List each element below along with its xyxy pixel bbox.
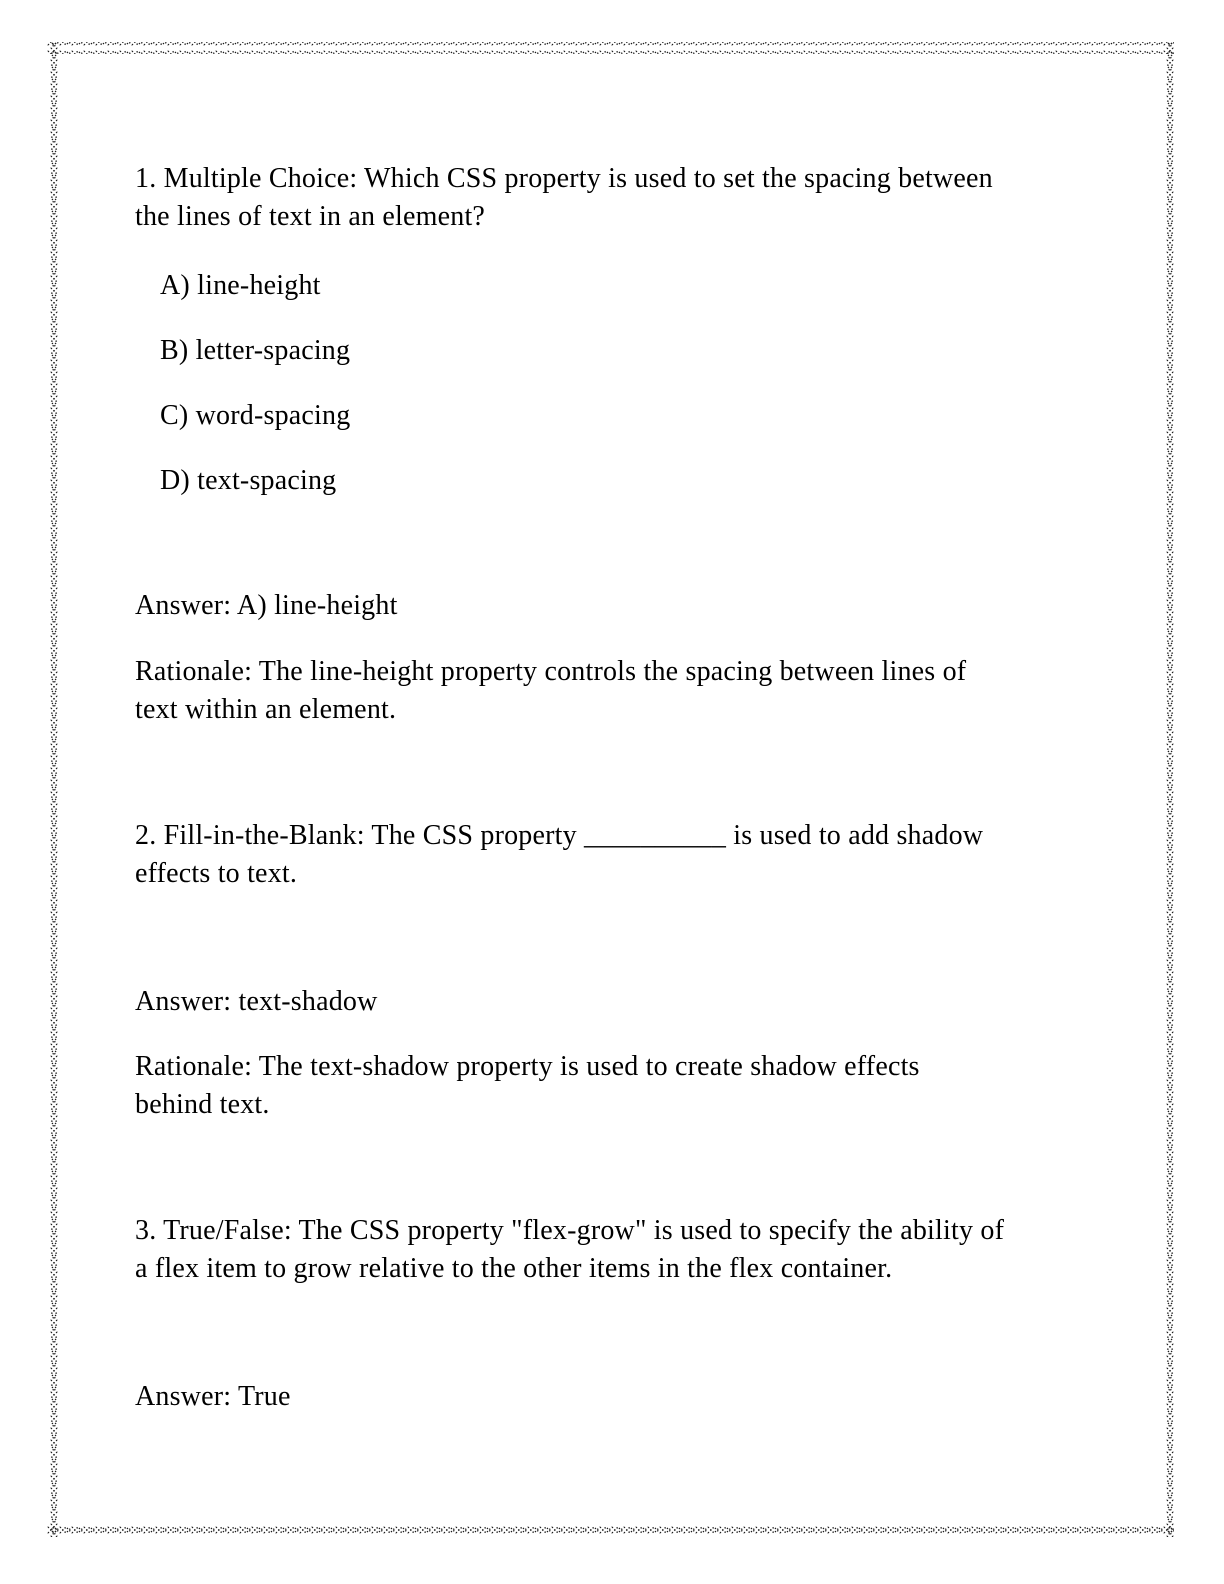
question-3-prompt-line-2: a flex item to grow relative to the other items in the flex container. xyxy=(135,1253,893,1284)
question-1-prompt-line-2: the lines of text in an element? xyxy=(135,201,486,232)
question-3-prompt-line-1: 3. True/False: The CSS property "flex-grow" is used to specify the ability of xyxy=(135,1215,1005,1246)
question-1-rationale-line-2: text within an element. xyxy=(135,694,397,725)
question-2-prompt-line-1: 2. Fill-in-the-Blank: The CSS property __________ is used to add shadow xyxy=(135,820,984,851)
question-1-option-c: C) word-spacing xyxy=(160,400,351,431)
question-3-answer: Answer: True xyxy=(135,1381,291,1412)
question-1-option-b: B) letter-spacing xyxy=(160,335,351,366)
border-bottom xyxy=(47,1525,1174,1537)
border-right xyxy=(1162,42,1174,1537)
question-1-option-d: D) text-spacing xyxy=(160,465,337,496)
question-2-answer: Answer: text-shadow xyxy=(135,986,378,1017)
question-1-prompt-line-1: 1. Multiple Choice: Which CSS property is used to set the spacing between xyxy=(135,163,993,194)
question-1-option-a: A) line-height xyxy=(160,270,321,301)
question-2-prompt-line-2: effects to text. xyxy=(135,858,298,889)
question-1-rationale-line-1: Rationale: The line-height property controls the spacing between lines of xyxy=(135,656,967,687)
border-top xyxy=(47,42,1174,54)
question-1-answer: Answer: A) line-height xyxy=(135,590,398,621)
border-left xyxy=(47,42,59,1537)
quiz-content xyxy=(135,160,1140,1416)
question-2-rationale-line-1: Rationale: The text-shadow property is used to create shadow effects xyxy=(135,1051,920,1082)
question-2-rationale-line-2: behind text. xyxy=(135,1089,270,1120)
